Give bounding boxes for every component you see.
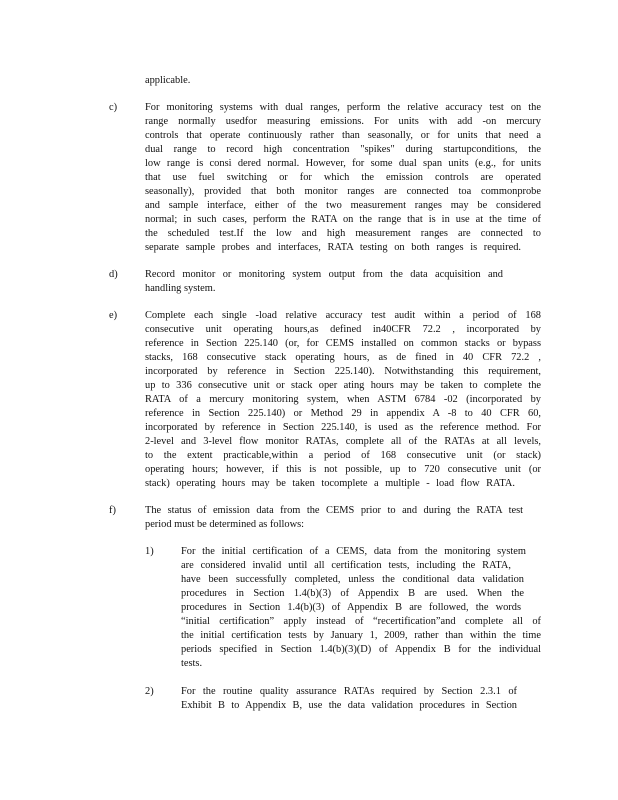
paragraph-f	[145, 504, 523, 532]
paragraph-line: consecutive unit operating hours,as defined in40CFR 72.2 , incorporated by	[145, 324, 541, 335]
paragraph-line: For monitoring systems with dual ranges, perform the relative accuracy test on the	[145, 102, 541, 113]
paragraph-line: “initial certification” apply instead of “recertification”and complete all of	[181, 616, 541, 627]
paragraph-line: Complete each single -load relative accuracy test audit within a period of 168	[145, 310, 541, 321]
paragraph-line: For the routine quality assurance RATAs required by Section 2.3.1 of	[181, 686, 517, 697]
paragraph-line: Exhibit B to Appendix B, use the data validation procedures in Section	[181, 700, 517, 711]
paragraph-line: period must be determined as follows:	[145, 519, 305, 530]
paragraph-line: separate sample probes and interfaces, RATA testing on both ranges is required.	[145, 242, 521, 253]
item-label-f: f)	[109, 505, 116, 516]
paragraph-line: are considered invalid until all certification tests, including the RATA,	[181, 560, 511, 571]
paragraph-line: reference in Section 225.140) or Method 29 in appendix A -8 to 40 CFR 60,	[145, 408, 541, 419]
paragraph-line: that use fuel switching or for which the emission controls are operated	[145, 172, 541, 183]
paragraph-line: incorporated by reference in Section 225.140, is used as the reference method. For	[145, 422, 541, 433]
paragraph-line: periods specified in Section 1.4(b)(3)(D) of Appendix B for the individual	[181, 644, 541, 655]
paragraph-line: operating hours; however, if this is not possible, up to 720 consecutive unit (or	[145, 464, 541, 475]
paragraph-line: incorporated by reference in Section 225.140). Notwithstanding this requirement,	[145, 366, 541, 377]
paragraph-line: dual range to record high concentration "spikes" during startupconditions, the	[145, 144, 541, 155]
continued-text: applicable.	[145, 75, 191, 86]
paragraph-line: low range is consi dered normal. However, for some dual span units (e.g., for units	[145, 158, 541, 169]
paragraph-c	[145, 101, 541, 255]
paragraph-f2	[181, 685, 517, 713]
paragraph-line: 2-level and 3-level flow monitor RATAs, complete all of the RATAs at all levels,	[145, 436, 541, 447]
item-label-d: d)	[109, 269, 118, 280]
paragraph-line: up to 336 consecutive unit or stack oper ating hours may be taken to complete the	[145, 380, 541, 391]
paragraph-line: range normally usedfor measuring emissions. For units with add -on mercury	[145, 116, 541, 127]
item-label-e: e)	[109, 310, 118, 321]
paragraph-line: reference in Section 225.140 (or, for CEMS installed on common stacks or bypass	[145, 338, 541, 349]
paragraph-line: handling system.	[145, 283, 216, 294]
paragraph-line: procedures in Section 1.4(b)(3) of Appendix B are used. When the	[181, 588, 524, 599]
paragraph-f1	[181, 545, 541, 671]
paragraph-line: For the initial certification of a CEMS, data from the monitoring system	[181, 546, 526, 557]
paragraph-line: The status of emission data from the CEMS prior to and during the RATA test	[145, 505, 523, 516]
paragraph-line: RATA of a mercury monitoring system, when ASTM 6784 -02 (incorporated by	[145, 394, 541, 405]
paragraph-line: procedures in Section 1.4(b)(3) of Appendix B are followed, the words	[181, 602, 521, 613]
item-label-c: c)	[109, 102, 118, 113]
paragraph-line: to the extent practicable,within a period of 168 consecutive unit (or stack)	[145, 450, 541, 461]
paragraph-d	[145, 268, 503, 296]
paragraph-line: have been successfully completed, unless the conditional data validation	[181, 574, 524, 585]
paragraph-line: controls that operate continuously rather than seasonally, or for units that need a	[145, 130, 541, 141]
paragraph-line: the scheduled test.If the low and high measurement ranges are connected to	[145, 228, 541, 239]
paragraph-line: the initial certification tests by January 1, 2009, rather than within the time	[181, 630, 541, 641]
paragraph-e	[145, 309, 541, 491]
paragraph-line: and sample interface, either of the two measurement ranges may be considered	[145, 200, 541, 211]
sub-item-label-2: 2)	[145, 686, 154, 697]
paragraph-line: seasonally), provided that both monitor ranges are connected toa commonprobe	[145, 186, 541, 197]
paragraph-line: tests.	[181, 658, 203, 669]
paragraph-line: stacks, 168 consecutive stack operating hours, as de fined in 40 CFR 72.2 ,	[145, 352, 541, 363]
sub-item-label-1: 1)	[145, 546, 154, 557]
paragraph-line: stack) operating hours may be taken tocomplete a multiple - load flow RATA.	[145, 478, 515, 489]
paragraph-line: normal; in such cases, perform the RATA on the range that is in use at the time of	[145, 214, 541, 225]
paragraph-line: Record monitor or monitoring system output from the data acquisition and	[145, 269, 503, 280]
